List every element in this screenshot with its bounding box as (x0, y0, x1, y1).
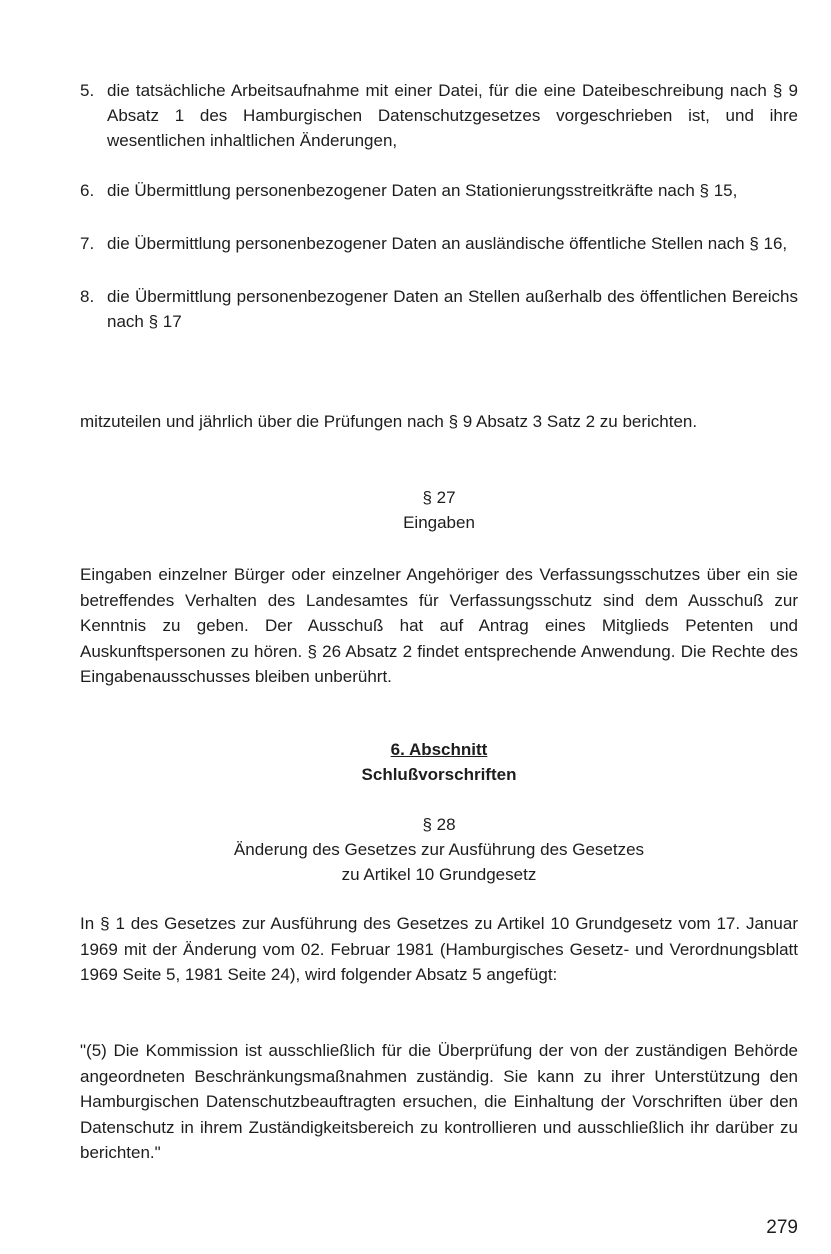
section-28-number: § 28 (422, 815, 456, 834)
section-28-body: In § 1 des Gesetzes zur Ausführung des Gesetzes zu Artikel 10 Grundgesetz vom 17. Januar 1969 mit der Änderung vom 02. Februar 1981 (Hamburgisches Gesetz- und Verordnungsblatt 1969 Seite 5, 1981 Seite 24), wird folgender Absatz 5 angefügt: (80, 914, 798, 984)
chapter-subheading: Schlußvorschriften (361, 765, 517, 784)
list-item-text: die tatsächliche Arbeitsaufnahme mit einer Datei, für die eine Dateibeschreibung nach § 9 Absatz 1 des Hamburgischen Datenschutzgesetzes vorgeschrieben ist, und ihre wesentlichen inhaltlichen Änderungen, (107, 81, 798, 150)
list-item-number: 5. (80, 81, 95, 100)
list-item (80, 284, 798, 334)
section-27-title: Eingaben (403, 513, 475, 532)
list-item-text: die Übermittlung personenbezogener Daten an ausländische öffentliche Stellen nach § 16, (107, 234, 788, 253)
section-28-title-line2: zu Artikel 10 Grundgesetz (341, 865, 537, 884)
list-item (80, 178, 798, 203)
list-item-number: 8. (80, 287, 95, 306)
chapter-heading: 6. Abschnitt (390, 740, 488, 759)
section-27-number: § 27 (422, 488, 456, 507)
section-28-title-line1: Änderung des Gesetzes zur Ausführung des Gesetzes (233, 840, 645, 859)
list-item-number: 7. (80, 234, 95, 253)
list-item (80, 78, 798, 153)
numbered-list (80, 78, 798, 334)
list-item-text: die Übermittlung personenbezogener Daten an Stationierungsstreitkräfte nach § 15, (107, 181, 738, 200)
list-item-number: 6. (80, 181, 95, 200)
section-27-body: Eingaben einzelner Bürger oder einzelner Angehöriger des Verfassungsschutzes über ein sie betreffendes Verhalten des Landesamtes für Verfassungsschutz sind dem Ausschuß zur Kenntnis zu geben. Der Ausschuß hat auf Antrag eines Mitglieds Petenten und Auskunftspersonen zu hören. § 26 Absatz 2 findet entsprechende Anwendung. Die Rechte des Eingabenausschusses bleiben unberührt. (80, 565, 798, 686)
page-number: 279 (766, 1217, 798, 1238)
section-28-quote: "(5) Die Kommission ist ausschließlich für die Überprüfung der von der zuständigen Behörde angeordneten Beschränkungsmaßnahmen zuständig. Sie kann zu ihrer Unterstützung den Hamburgischen Datenschutzbeauftragten ersuchen, die Einhaltung der Vorschriften über den Datenschutz in ihrem Zuständigkeitsbereich zu kontrollieren und ausschließlich ihr darüber zu berichten." (80, 1041, 798, 1162)
list-item (80, 231, 798, 256)
list-item-text: die Übermittlung personenbezogener Daten an Stellen außerhalb des öffentlichen Bereichs nach § 17 (107, 287, 798, 331)
closing-paragraph: mitzuteilen und jährlich über die Prüfungen nach § 9 Absatz 3 Satz 2 zu berichten. (80, 412, 698, 431)
